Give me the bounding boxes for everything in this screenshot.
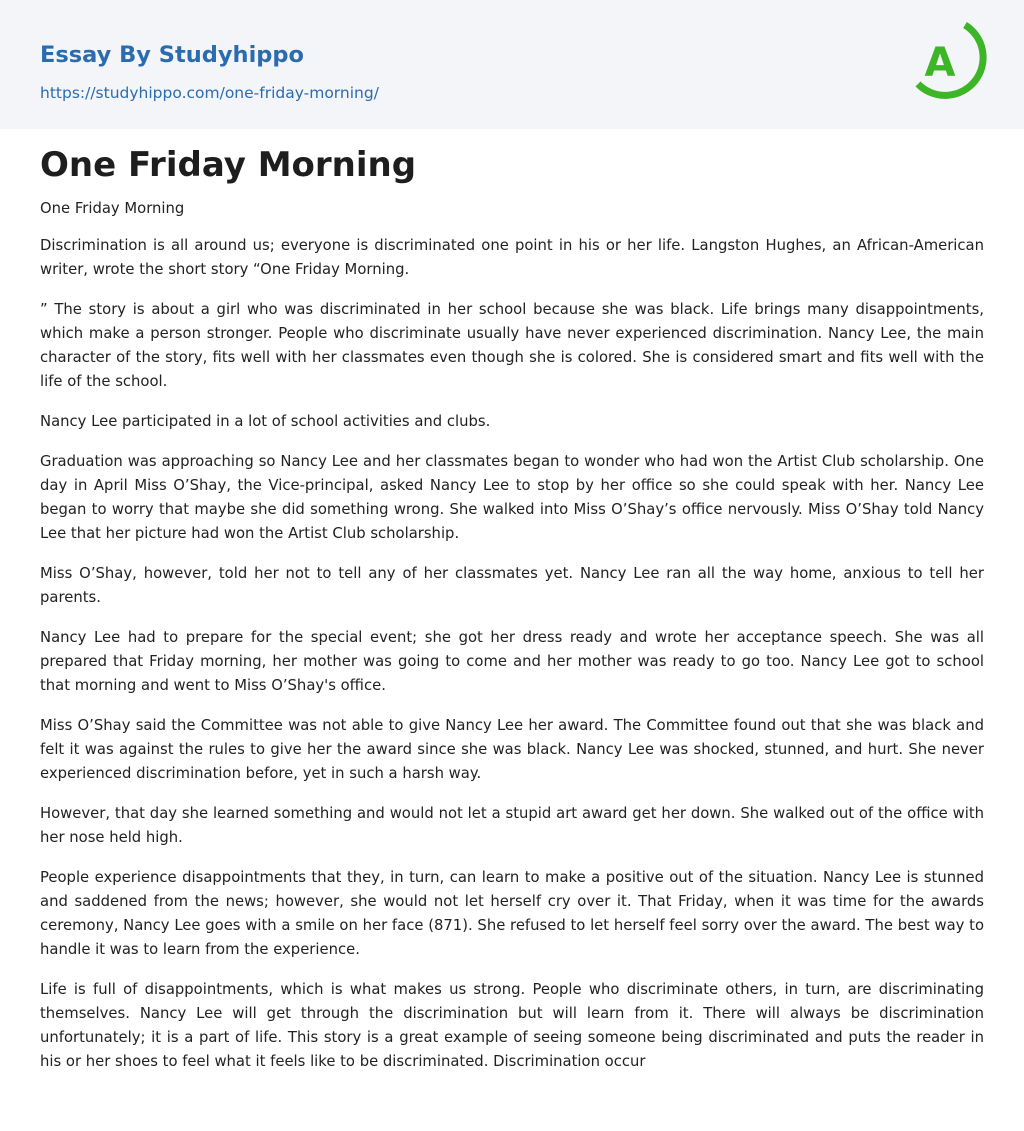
essay-paragraph: Miss O’Shay said the Committee was not able to give Nancy Lee her award. The Committee found out that she was black and felt it was against the rules to give her the award since she was black. Nancy Lee was shocked, stunned, and hurt. She never experienced discrimination before, yet in such a harsh way. xyxy=(40,717,984,782)
essay-paragraph: However, that day she learned something and would not let a stupid art award get her down. She walked out of the office with her nose held high. xyxy=(40,805,984,846)
essay-paragraph: Nancy Lee had to prepare for the special event; she got her dress ready and wrote her acceptance speech. She was all prepared that Friday morning, her mother was going to come and her mother was ready to go too. Nancy Lee got to school that morning and went to Miss O’Shay's office. xyxy=(40,629,984,694)
page-title: One Friday Morning xyxy=(40,145,417,185)
essay-paragraph: Miss O’Shay, however, told her not to tell any of her classmates yet. Nancy Lee ran all the way home, anxious to tell her parents. xyxy=(40,565,984,606)
logo-letter: A xyxy=(924,40,956,86)
studyhippo-logo-icon[interactable] xyxy=(910,18,990,108)
site-brand: Essay By Studyhippo xyxy=(40,42,304,68)
essay-paragraph: Nancy Lee participated in a lot of school activities and clubs. xyxy=(40,413,491,430)
essay-paragraph: ” The story is about a girl who was discriminated in her school because she was black. Life brings many disappointments, which make a person stronger. People who discriminate usually have never experienced discrimination. Nancy Lee, the main character of the story, fits well with her classmates even though she is colored. She is considered smart and fits well with the life of the school. xyxy=(40,301,984,390)
essay-body xyxy=(40,234,984,1090)
essay-paragraph: Graduation was approaching so Nancy Lee and her classmates began to wonder who had won the Artist Club scholarship. One day in April Miss O’Shay, the Vice-principal, asked Nancy Lee to stop by her office so she could speak with her. Nancy Lee began to worry that maybe she did something wrong. She walked into Miss O’Shay’s office nervously. Miss O’Shay told Nancy Lee that her picture had won the Artist Club scholarship. xyxy=(40,453,984,542)
essay-paragraph: Life is full of disappointments, which is what makes us strong. People who discriminate others, in turn, are discriminating themselves. Nancy Lee will get through the discrimination but will learn from it. There will always be discrimination unfortunately; it is a part of life. This story is a great example of seeing someone being discriminated and puts the reader in his or her shoes to feel what it feels like to be discriminated. Discrimination occur xyxy=(40,981,984,1070)
essay-url-link[interactable]: https://studyhippo.com/one-friday-morning/ xyxy=(40,84,379,102)
essay-paragraph: Discrimination is all around us; everyone is discriminated one point in his or her life. Langston Hughes, an African-American writer, wrote the short story “One Friday Morning. xyxy=(40,237,984,278)
site-header xyxy=(0,0,1024,129)
essay-paragraph: People experience disappointments that they, in turn, can learn to make a positive out of the situation. Nancy Lee is stunned and saddened from the news; however, she would not let herself cry over it. That Friday, when it was time for the awards ceremony, Nancy Lee goes with a smile on her face (871). She refused to let herself feel sorry over the award. The best way to handle it was to learn from the experience. xyxy=(40,869,984,958)
essay-subtitle: One Friday Morning xyxy=(40,200,185,217)
